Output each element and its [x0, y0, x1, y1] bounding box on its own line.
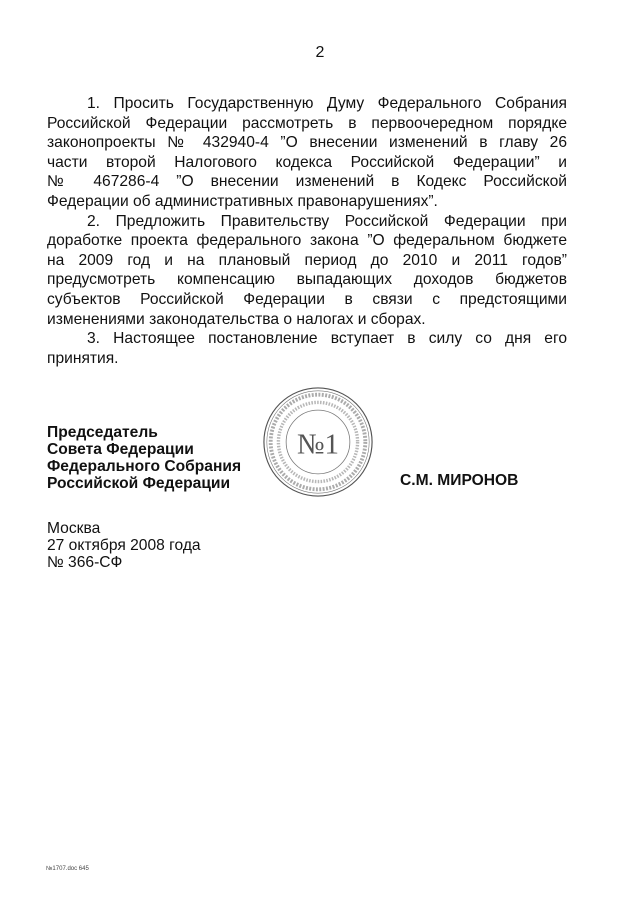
signature-title-line: Российской Федерации — [47, 475, 231, 492]
paragraph-line: субъектов Российской Федерации в связи с предстоящими — [47, 290, 567, 308]
paragraph-line: 1. Просить Государственную Думу Федерального Собрания — [87, 95, 567, 112]
document-body — [47, 94, 567, 368]
signature-title-line: Совета Федерации — [47, 441, 194, 458]
paragraph-line: Федерации об административных правонарушениях”. — [47, 192, 438, 210]
paragraph-line: предусмотреть компенсацию выпадающих доходов бюджетов — [47, 271, 567, 289]
paragraph-line: части второй Налогового кодекса Российской Федерации” и — [47, 153, 567, 171]
paragraph-line: принятия. — [47, 349, 119, 367]
signatory-name: С.М. МИРОНОВ — [400, 472, 519, 489]
signature-title-line: Федерального Собрания — [47, 458, 242, 475]
paragraph-line: изменениями законодательства о налогах и сборах. — [47, 310, 426, 328]
signature-title-line: Председатель — [47, 424, 158, 441]
paragraph-line: Российской Федерации рассмотреть в первоочередном порядке — [47, 114, 567, 132]
paragraph-line: доработке проекта федерального закона ”О федеральном бюджете — [47, 232, 567, 250]
date: 27 октября 2008 года — [47, 537, 201, 554]
city: Москва — [47, 520, 101, 537]
file-footer: №1707.doc 645 — [46, 866, 89, 872]
document-number: № 366-СФ — [47, 554, 123, 571]
seal-number: №1 — [296, 428, 340, 461]
paragraph-line: на 2009 год и на плановый период до 2010 и 2011 годов” — [47, 251, 567, 269]
page-number: 2 — [315, 44, 325, 61]
signature-block — [47, 424, 241, 492]
paragraph-line: 3. Настоящее постановление вступает в силу со дня его — [87, 330, 567, 348]
paragraph-line: № 467286-4 ”О внесении изменений в Кодекс Российской — [47, 173, 567, 191]
place-date-block — [47, 520, 201, 571]
paragraph-line: 2. Предложить Правительству Российской Федерации при — [87, 212, 567, 230]
paragraph-line: законопроекты № 432940-4 ”О внесении изменений в главу 26 — [47, 134, 567, 152]
official-seal — [262, 386, 374, 498]
